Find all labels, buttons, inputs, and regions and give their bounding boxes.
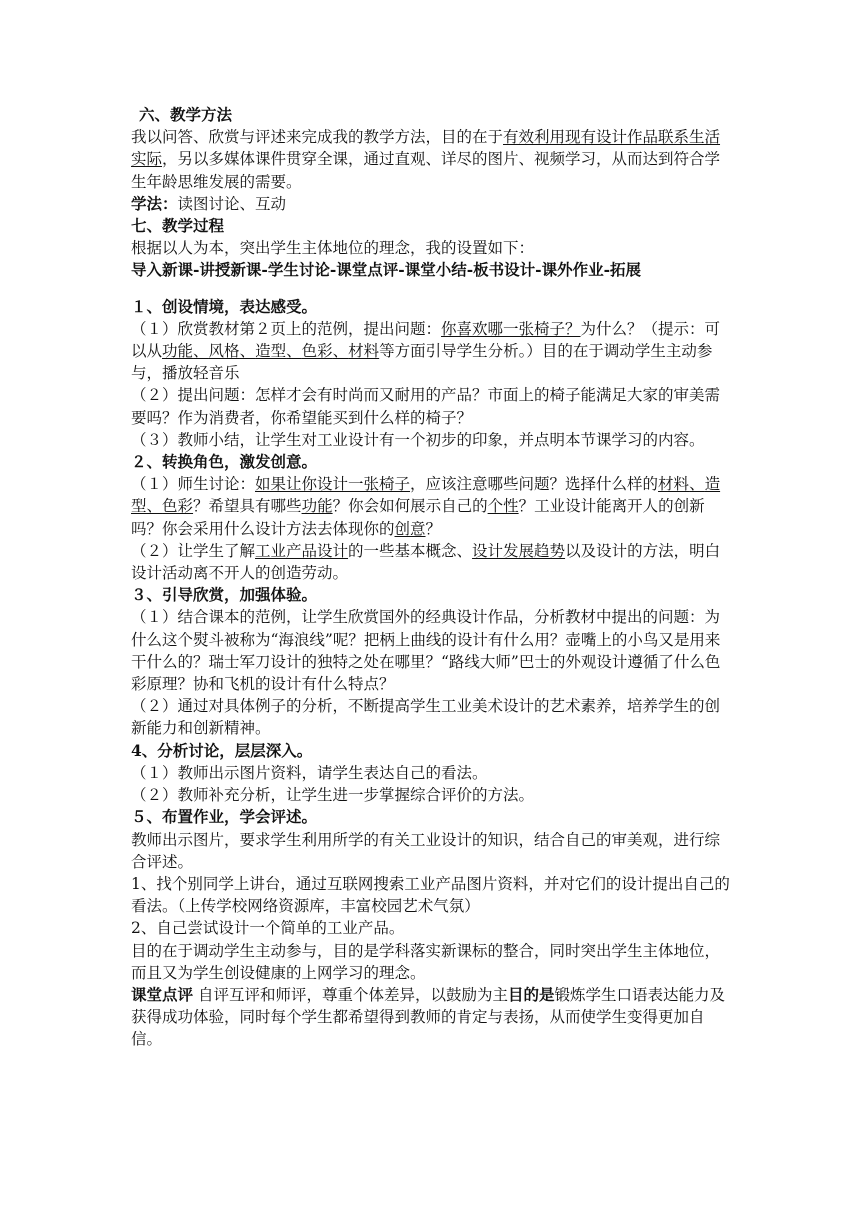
step-5-paragraph-1: 教师出示图片，要求学生利用所学的有关工业设计的知识，结合自己的审美观，进行综合评述。	[131, 830, 721, 871]
step-1-heading: １、创设情境，表达感受。	[131, 296, 318, 316]
step-5-paragraph-2: 1、找个别同学上讲台，通过互联网搜索工业产品图片资料，并对它们的设计提出自己的看法。（上传学校网络资源库，丰富校园艺术气氛）	[131, 874, 730, 916]
step-2-paragraph-2: （２）让学生了解工业产品设计的一些基本概念、设计发展趋势以及设计的方法，明白设计活动离不开人的创造劳动。	[131, 541, 721, 583]
section-7-intro: 根据以人为本，突出学生主体地位的理念，我的设置如下：	[131, 239, 535, 258]
step-3-paragraph-2: （２）通过对具体例子的分析，不断提高学生工业美术设计的艺术素养，培养学生的创新能力和创新精神。	[131, 697, 721, 738]
step-1-paragraph-2: （２）提出问题：怎样才会有时尚而又耐用的产品？市面上的椅子能满足大家的审美需要吗？作为消费者，你希望能买到什么样的椅子？	[131, 386, 721, 427]
step-3-paragraph-1: （１）结合课本的范例，让学生欣赏国外的经典设计作品，分析教材中提出的问题：为什么这个熨斗被称为“海浪线”呢？把柄上曲线的设计有什么用？壶嘴上的小鸟又是用来干什么的？瑞士军刀设计的独特之处在哪里？“路线大师”巴士的外观设计遵循了什么色彩原理？协和飞机的设计有什么特点？	[131, 608, 721, 694]
step-4-paragraph-1: （１）教师出示图片资料，请学生表达自己的看法。	[131, 763, 488, 782]
section-6-method: 学法：读图讨论、互动	[131, 193, 287, 213]
step-1-paragraph-1: （１）欣赏教材第２页上的范例，提出问题：你喜欢哪一张椅子？为什么？（提示：可以从功能、风格、造型、色彩、材料等方面引导学生分析。）目的在于调动学生主动参与，播放轻音乐	[131, 319, 721, 383]
step-1-paragraph-3: （３）教师小结，让学生对工业设计有一个初步的印象，并点明本节课学习的内容。	[131, 430, 705, 449]
document-body	[131, 104, 731, 1051]
step-4-heading: 4、分析讨论，层层深入。	[131, 740, 313, 760]
spacer	[131, 282, 731, 296]
step-4-paragraph-2: （２）教师补充分析，让学生进一步掌握综合评价的方法。	[131, 786, 535, 805]
step-2-heading: ２、转换角色，激发创意。	[131, 452, 318, 472]
step-3-heading: ３、引导欣赏，加强体验。	[131, 585, 318, 605]
class-review-paragraph: 课堂点评 自评互评和师评，尊重个体差异，以鼓励为主目的是锻炼学生口语表达能力及获得成功体验，同时每个学生都希望得到教师的肯定与表扬，从而使学生变得更加自信。	[131, 984, 725, 1049]
section-6-heading: 六、教学方法	[139, 105, 233, 124]
step-2-paragraph-1: （１）师生讨论：如果让你设计一张椅子，应该注意哪些问题？选择什么样的材料、造型、色彩？希望具有哪些功能？你会如何展示自己的个性？工业设计能离开人的创新吗？你会采用什么设计方法去体现你的创意？	[131, 475, 721, 538]
section-7-flow: 导入新课-讲授新课-学生讨论-课堂点评-课堂小结-板书设计-课外作业-拓展	[131, 260, 642, 280]
section-6-paragraph: 我以问答、欣赏与评述来完成我的教学方法，目的在于有效利用现有设计作品联系生活实际，另以多媒体课件贯穿全课，通过直观、详尽的图片、视频学习，从而达到符合学生年龄思维发展的需要。	[131, 128, 721, 191]
step-5-heading: ５、布置作业，学会评述。	[131, 807, 318, 827]
step-5-paragraph-4: 目的在于调动学生主动参与，目的是学科落实新课标的整合，同时突出学生主体地位，而且又为学生创设健康的上网学习的理念。	[131, 941, 721, 982]
section-7-heading: 七、教学过程	[131, 216, 225, 236]
step-5-paragraph-3: 2、自己尝试设计一个简单的工业产品。	[131, 919, 405, 938]
